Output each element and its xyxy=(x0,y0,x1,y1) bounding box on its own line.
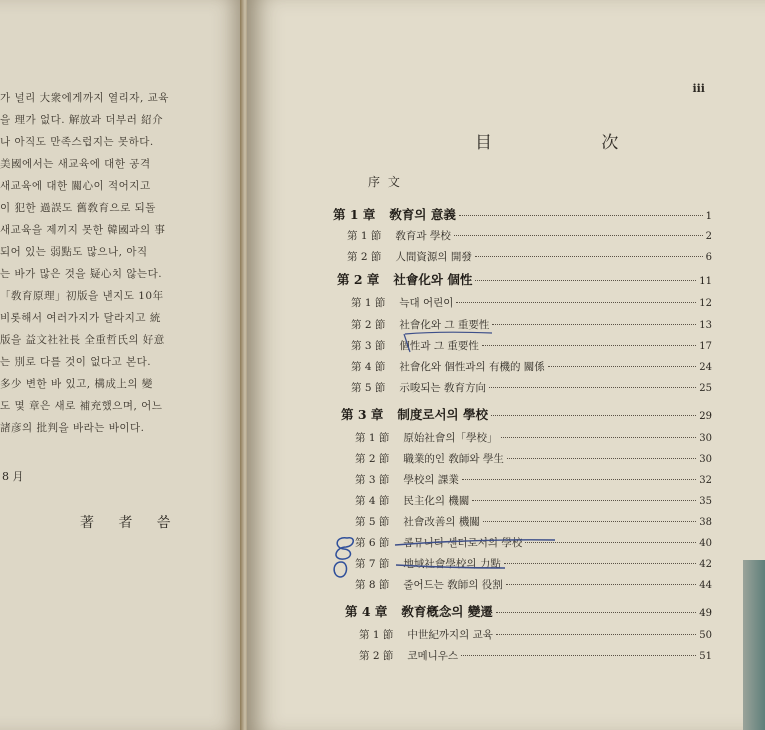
toc-entry-title: 늑대 어린이 xyxy=(399,297,454,309)
toc-entry-title: 콤뮤니티 센터로서의 學校 xyxy=(403,537,523,549)
preface-line: 비롯해서 여러가지가 달라지고 統 xyxy=(0,312,161,324)
toc-entry-title: 줄어드는 敎師의 役割 xyxy=(403,579,503,591)
toc-entry-title: 個性과 그 重要性 xyxy=(399,340,479,352)
toc-entry-title: 社會化와 個性과의 有機的 關係 xyxy=(399,361,545,373)
toc-entry-label: 第 2 節 xyxy=(347,251,382,263)
toc-chapter-entry xyxy=(341,405,712,423)
toc-entry-label: 第 1 節 xyxy=(347,230,382,242)
toc-entry-title: 코메니우스 xyxy=(407,650,459,662)
toc-entry-page: 11 xyxy=(699,276,712,287)
toc-section-entry xyxy=(351,359,712,377)
toc-entry-title: 原始社會의「學校」 xyxy=(403,432,498,444)
toc-entry-label: 第 1 節 xyxy=(359,629,394,641)
toc-title: 目 次 xyxy=(475,133,671,153)
toc-section-entry xyxy=(351,380,712,398)
toc-entry-page: 40 xyxy=(699,538,712,549)
toc-entry-page: 30 xyxy=(699,454,712,465)
toc-leader-dots xyxy=(504,563,696,564)
toc-entry-title: 社會化와 그 重要性 xyxy=(399,319,490,331)
toc-entry-title: 職業的인 敎師와 學生 xyxy=(403,453,504,465)
toc-entry-label: 第 4 章 xyxy=(345,604,388,619)
preface-line: 이 犯한 過誤도 舊敎育으로 되돌 xyxy=(0,202,156,214)
preface-line: 多少 변한 바 있고, 構成上의 變 xyxy=(0,378,153,390)
preface-line: 諸彦의 批判을 바라는 바이다. xyxy=(0,422,145,434)
toc-entry-title: 敎育과 學校 xyxy=(395,230,451,242)
toc-leader-dots xyxy=(456,302,696,303)
toc-entry-label: 第 3 章 xyxy=(341,407,384,422)
toc-entry-page: 17 xyxy=(699,341,712,352)
toc-leader-dots xyxy=(492,324,696,325)
page-number: iii xyxy=(692,82,705,95)
toc-leader-dots xyxy=(489,387,696,388)
preface-line: 되어 있는 弱點도 많으나, 아직 xyxy=(0,246,148,258)
toc-section-entry xyxy=(355,430,712,448)
toc-section-entry xyxy=(351,295,712,313)
toc-leader-dots xyxy=(475,256,703,257)
toc-leader-dots xyxy=(462,479,696,480)
preface-line: 새교육에 대한 關心이 적어지고 xyxy=(0,180,151,192)
left-page xyxy=(0,0,243,730)
toc-leader-dots xyxy=(506,584,697,585)
toc-entry-page: 24 xyxy=(699,362,712,373)
preface-line: 새교육을 제끼지 못한 韓國과의 事 xyxy=(0,224,166,236)
toc-entry-title: 示唆되는 敎育方向 xyxy=(399,382,486,394)
toc-entry-title: 地域社會學校의 力點 xyxy=(403,558,501,570)
toc-entry-page: 50 xyxy=(699,630,712,641)
toc-chapter-entry xyxy=(337,270,712,288)
toc-leader-dots xyxy=(491,415,696,416)
toc-section-entry xyxy=(355,451,712,469)
cover-edge xyxy=(743,560,765,730)
preface-author: 著 者 씀 xyxy=(80,515,181,531)
toc-entry-page: 30 xyxy=(699,433,712,444)
preface-date: 8 月 xyxy=(2,470,24,483)
toc-entry-label: 第 2 章 xyxy=(337,272,380,287)
toc-entry-page: 29 xyxy=(699,411,712,422)
toc-entry-label: 第 1 節 xyxy=(351,297,386,309)
toc-entry-page: 49 xyxy=(699,608,712,619)
preface-line: 나 아직도 만족스럽지는 못하다. xyxy=(0,136,154,148)
toc-leader-dots xyxy=(525,542,696,543)
toc-section-entry xyxy=(355,535,712,553)
toc-leader-dots xyxy=(548,366,696,367)
toc-entry-label: 第 2 節 xyxy=(355,453,390,465)
toc-entry-page: 38 xyxy=(699,517,712,528)
toc-entry-label: 第 1 章 xyxy=(333,207,376,222)
toc-entry-page: 1 xyxy=(705,211,712,222)
toc-entry-label: 第 7 節 xyxy=(355,558,390,570)
toc-entry-title: 中世紀까지의 교육 xyxy=(407,629,493,641)
toc-leader-dots xyxy=(472,500,696,501)
toc-entry-page: 42 xyxy=(699,559,712,570)
toc-entry-label: 第 1 節 xyxy=(355,432,390,444)
toc-entry-label: 第 2 節 xyxy=(351,319,386,331)
preface-line: 도 몇 章은 새로 補充했으며, 어느 xyxy=(0,400,163,412)
toc-entry-page: 12 xyxy=(699,298,712,309)
toc-entry-label: 第 6 節 xyxy=(355,537,390,549)
preface-line: 는 바가 많은 것을 疑心치 않는다. xyxy=(0,268,163,280)
toc-section-entry xyxy=(355,556,712,574)
toc-entry-title: 民主化의 機關 xyxy=(403,495,470,507)
toc-leader-dots xyxy=(496,634,696,635)
toc-preface-entry: 序 文 xyxy=(368,175,402,189)
toc-entry-title: 社會改善의 機關 xyxy=(403,516,480,528)
toc-section-entry xyxy=(355,493,712,511)
toc-section-entry xyxy=(359,627,712,645)
preface-line: 「敎育原理」初版을 낸지도 10年 xyxy=(0,290,164,302)
toc-entry-page: 13 xyxy=(699,320,712,331)
toc-section-entry xyxy=(359,648,712,666)
toc-leader-dots xyxy=(496,612,696,613)
toc-section-entry xyxy=(355,514,712,532)
preface-line: 가 널리 大衆에게까지 열리자, 교육 xyxy=(0,92,169,104)
toc-entry-label: 第 4 節 xyxy=(351,361,386,373)
toc-entry-title: 社會化와 個性 xyxy=(393,272,473,287)
toc-entry-page: 2 xyxy=(705,231,712,242)
toc-section-entry xyxy=(351,338,712,356)
toc-entry-label: 第 4 節 xyxy=(355,495,390,507)
preface-line: 을 理가 없다. 解放과 더부러 紹介 xyxy=(0,114,164,126)
toc-entry-page: 6 xyxy=(705,252,712,263)
toc-entry-label: 第 8 節 xyxy=(355,579,390,591)
toc-entry-title: 學校의 課業 xyxy=(403,474,459,486)
toc-entry-page: 32 xyxy=(699,475,712,486)
toc-entry-label: 第 5 節 xyxy=(351,382,386,394)
preface-line: 版을 益文社社長 全重哲氏의 好意 xyxy=(0,334,165,346)
toc-entry-title: 敎育槪念의 變遷 xyxy=(401,604,493,619)
toc-leader-dots xyxy=(483,521,696,522)
preface-line: 는 別로 다를 것이 없다고 본다. xyxy=(0,356,152,368)
toc-entry-title: 人間資源의 開發 xyxy=(395,251,472,263)
toc-section-entry xyxy=(347,228,712,246)
toc-section-entry xyxy=(347,249,712,267)
toc-chapter-entry xyxy=(333,205,712,223)
toc-chapter-entry xyxy=(345,602,712,620)
toc-entry-label: 第 5 節 xyxy=(355,516,390,528)
toc-entry-title: 制度로서의 學校 xyxy=(397,407,488,422)
toc-entry-page: 44 xyxy=(699,580,712,591)
toc-leader-dots xyxy=(501,437,697,438)
toc-section-entry xyxy=(355,472,712,490)
toc-entry-label: 第 3 節 xyxy=(355,474,390,486)
toc-entry-page: 25 xyxy=(699,383,712,394)
toc-entry-title: 敎育의 意義 xyxy=(389,207,456,222)
toc-leader-dots xyxy=(461,655,696,656)
toc-leader-dots xyxy=(507,458,696,459)
toc-leader-dots xyxy=(459,215,703,216)
toc-leader-dots xyxy=(482,345,696,346)
toc-leader-dots xyxy=(454,235,703,236)
toc-section-entry xyxy=(355,577,712,595)
toc-entry-label: 第 3 節 xyxy=(351,340,386,352)
preface-line: 美國에서는 새교육에 대한 공격 xyxy=(0,158,151,170)
toc-entry-page: 35 xyxy=(699,496,712,507)
toc-leader-dots xyxy=(475,280,696,281)
toc-entry-page: 51 xyxy=(699,651,712,662)
toc-entry-label: 第 2 節 xyxy=(359,650,394,662)
toc-section-entry xyxy=(351,317,712,335)
